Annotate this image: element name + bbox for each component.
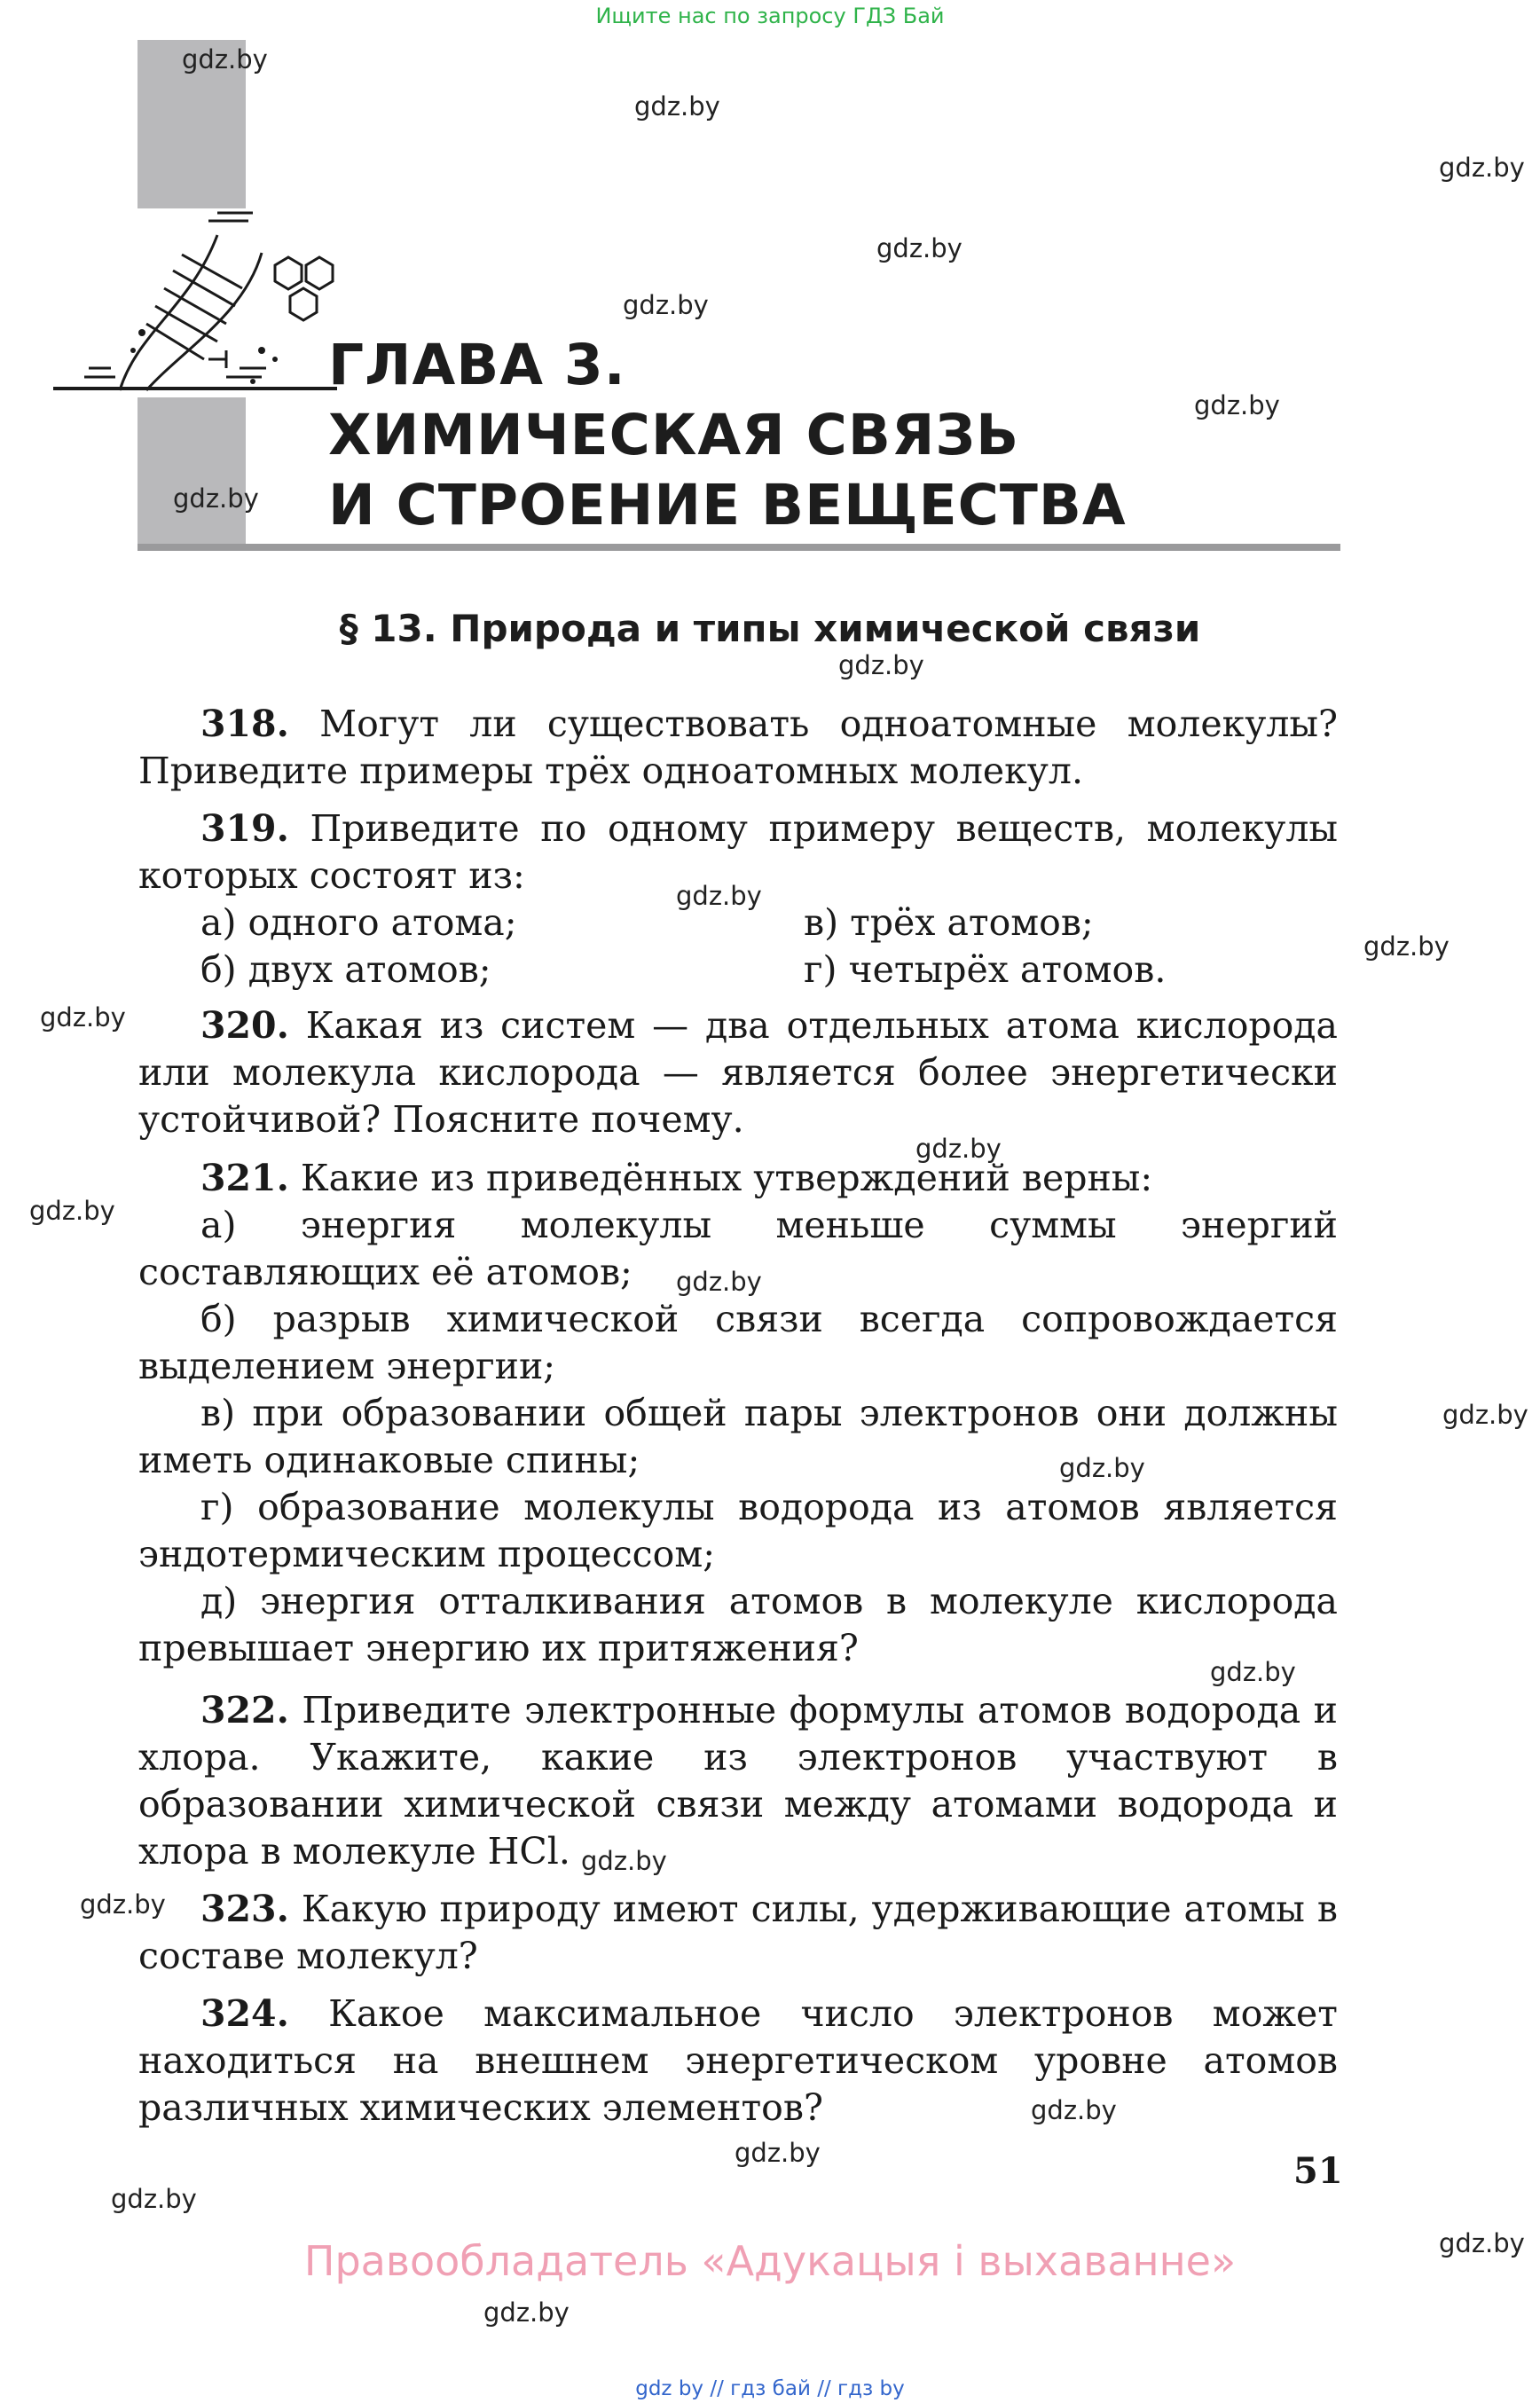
task-319-option-g: г) четырёх атомов. [804, 948, 1167, 991]
watermark: gdz.by [1210, 1657, 1296, 1687]
watermark: gdz.by [40, 1002, 126, 1033]
watermark: gdz.by [735, 2138, 821, 2168]
chapter-divider [138, 544, 1340, 551]
task-number: 322. [200, 1689, 289, 1732]
task-number: 323. [200, 1888, 289, 1930]
task-text: Могут ли существовать одноатомные молекулы? Приведите примеры трёх одноатомных молекул. [138, 703, 1338, 792]
task-number: 324. [200, 1992, 289, 2035]
watermark: gdz.by [1442, 1400, 1528, 1430]
chapter-number: ГЛАВА 3. [328, 333, 626, 397]
task-321-option-g: г) образование молекулы водорода из атомов является эндотермическим процессом; [138, 1486, 1338, 1575]
task-text: Какую природу имеют силы, удерживающие атомы в составе молекул? [138, 1888, 1338, 1977]
task-321-option-v: в) при образовании общей пары электронов они должны иметь одинаковые спины; [138, 1392, 1338, 1481]
watermark: gdz.by [581, 1846, 667, 1876]
watermark: gdz.by [676, 1267, 762, 1297]
chapter-title-line-3: И СТРОЕНИЕ ВЕЩЕСТВА [328, 473, 1127, 538]
watermark: gdz.by [1031, 2095, 1117, 2125]
watermark: gdz.by [1363, 931, 1450, 962]
task-text: Какие из приведённых утверждений верны: [288, 1157, 1153, 1199]
task-321-option-a: а) энергия молекулы меньше суммы энергий составляющих её атомов; [138, 1204, 1338, 1293]
task-323 [138, 1886, 1338, 1980]
top-search-banner[interactable]: Ищите нас по запросу ГДЗ Бай [595, 4, 945, 28]
watermark: gdz.by [1194, 390, 1280, 420]
dna-molecule-icon [49, 200, 342, 395]
task-text: Какая из систем — два отдельных атома кислорода или молекула кислорода — является более энергетически устойчивой? Поясните почему. [138, 1004, 1338, 1141]
task-320 [138, 1002, 1338, 1143]
watermark: gdz.by [876, 233, 962, 263]
task-number: 319. [200, 807, 289, 850]
footer-links[interactable]: gdz by // гдз бай // гдз by [635, 2377, 905, 2400]
task-321-option-b: б) разрыв химической связи всегда сопровождается выделением энергии; [138, 1298, 1338, 1387]
task-324 [138, 1991, 1338, 2132]
task-text: Приведите электронные формулы атомов водорода и хлора. Укажите, какие из электронов участвуют в образовании химической связи между атомами водорода и хлора в молекуле HCl. [138, 1689, 1338, 1873]
watermark: gdz.by [676, 881, 762, 911]
task-318 [138, 701, 1338, 795]
watermark: gdz.by [29, 1196, 115, 1226]
task-number: 321. [200, 1157, 289, 1199]
watermark: gdz.by [1439, 153, 1525, 183]
task-321 [138, 1155, 1338, 1672]
watermark: gdz.by [838, 650, 924, 680]
chapter-title-line-2: ХИМИЧЕСКАЯ СВЯЗЬ [328, 403, 1020, 467]
task-text: Приведите по одному примеру веществ, молекулы которых состоят из: [138, 807, 1338, 897]
task-319-option-v: в) трёх атомов; [804, 901, 1094, 944]
task-text: Какое максимальное число электронов может находиться на внешнем энергетическом уровне атомов различных химических элементов? [138, 1992, 1338, 2129]
watermark: gdz.by [173, 483, 259, 514]
watermark: gdz.by [623, 290, 709, 320]
watermark: gdz.by [182, 44, 268, 75]
page-number: 51 [1293, 2150, 1343, 2192]
chapter-underline-decor [53, 387, 337, 390]
task-319-option-b: б) двух атомов; [200, 948, 491, 991]
chapter-title [328, 330, 1127, 540]
watermark: gdz.by [80, 1889, 166, 1920]
copyright-notice: Правообладатель «Адукацыя і выхаванне» [303, 2237, 1237, 2285]
watermark: gdz.by [915, 1134, 1002, 1164]
task-322 [138, 1687, 1338, 1875]
watermark: gdz.by [111, 2184, 197, 2214]
watermark: gdz.by [483, 2297, 570, 2328]
watermark: gdz.by [634, 91, 720, 122]
watermark: gdz.by [1059, 1453, 1145, 1483]
task-number: 320. [200, 1004, 289, 1047]
watermark: gdz.by [1439, 2228, 1525, 2258]
task-number: 318. [200, 703, 289, 745]
task-321-option-d: д) энергия отталкивания атомов в молекуле кислорода превышает энергию их притяжения? [138, 1580, 1338, 1669]
section-title: § 13. Природа и типы химической связи [339, 607, 1201, 650]
chapter-gray-block-bottom [138, 397, 246, 546]
task-319-option-a: а) одного атома; [200, 901, 517, 944]
